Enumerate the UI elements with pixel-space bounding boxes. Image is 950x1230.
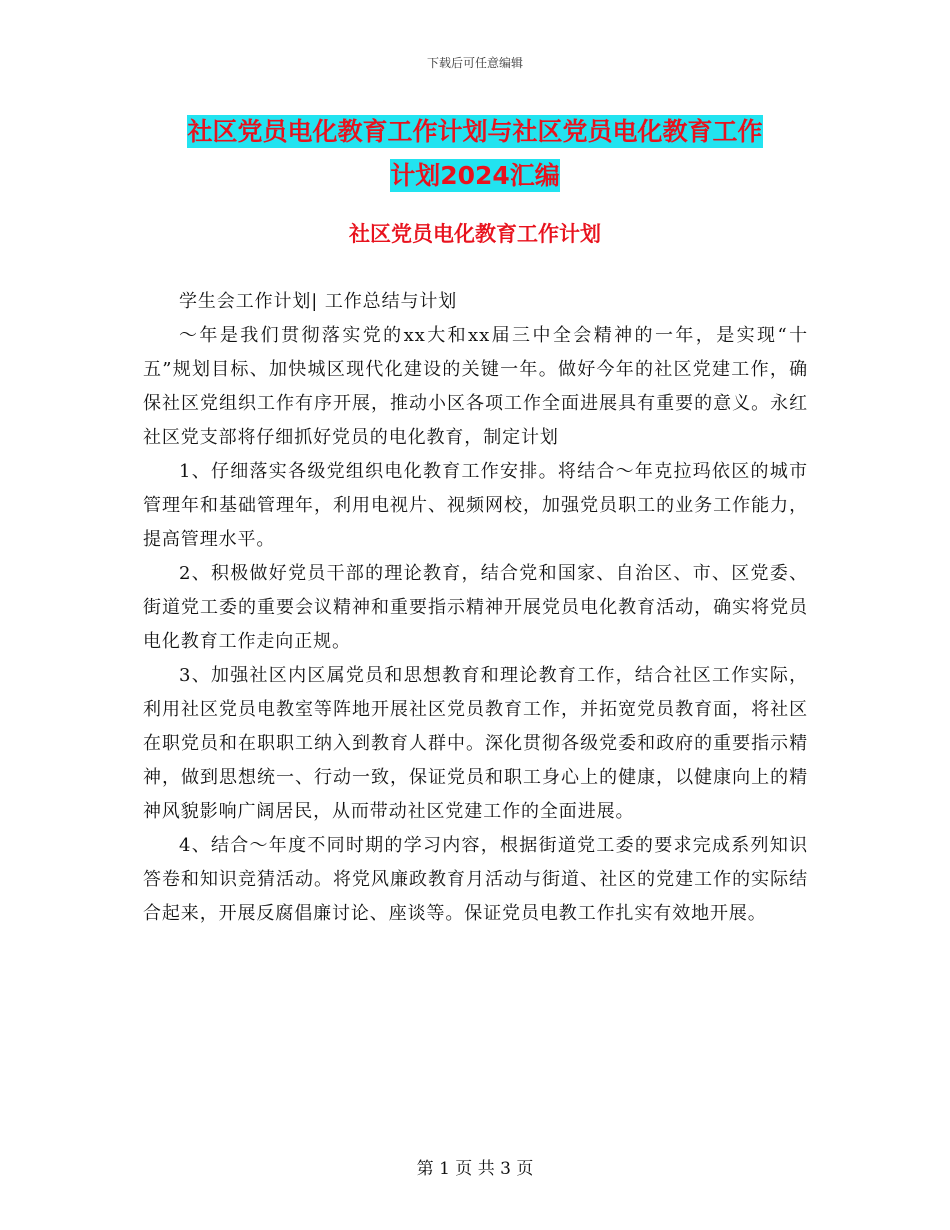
- document-title: [140, 110, 810, 198]
- paragraph: 2、积极做好党员干部的理论教育，结合党和国家、自治区、市、区党委、街道党工委的重要会议精神和重要指示精神开展党员电化教育活动，确实将党员电化教育工作走向正规。: [143, 563, 808, 652]
- title-line-1: 社区党员电化教育工作计划与社区党员电化教育工作: [187, 117, 763, 146]
- header-note: 下载后可任意编辑: [426, 56, 523, 70]
- paragraph: 1、仔细落实各级党组织电化教育工作安排。将结合～年克拉玛依区的城市管理年和基础管理年，利用电视片、视频网校，加强党员职工的业务工作能力，提高管理水平。: [143, 461, 808, 550]
- paragraph: 学生会工作计划| 工作总结与计划: [179, 291, 458, 312]
- paragraph: 4、结合～年度不同时期的学习内容，根据街道党工委的要求完成系列知识答卷和知识竞猜活动。将党风廉政教育月活动与街道、社区的党建工作的实际结合起来，开展反腐倡廉讨论、座谈等。保证党员电教工作扎实有效地开展。: [143, 835, 808, 924]
- paragraph: 3、加强社区内区属党员和思想教育和理论教育工作，结合社区工作实际，利用社区党员电教室等阵地开展社区党员教育工作，并拓宽党员教育面，将社区在职党员和在职职工纳入到教育人群中。深化贯彻各级党委和政府的重要指示精神，做到思想统一、行动一致，保证党员和职工身心上的健康，以健康向上的精神风貌影响广阔居民，从而带动社区党建工作的全面进展。: [143, 665, 808, 822]
- title-line-2: 计划2024汇编: [390, 161, 560, 190]
- document-body: [143, 285, 808, 931]
- section-title: 社区党员电化教育工作计划: [349, 222, 601, 246]
- paragraph: ～年是我们贯彻落实党的xx大和xx届三中全会精神的一年，是实现“十五”规划目标、加快城区现代化建设的关键一年。做好今年的社区党建工作，确保社区党组织工作有序开展，推动小区各项工作全面进展具有重要的意义。永红社区党支部将仔细抓好党员的电化教育，制定计划: [143, 325, 808, 448]
- page-number-footer: 第 1 页 共 3 页: [416, 1159, 534, 1179]
